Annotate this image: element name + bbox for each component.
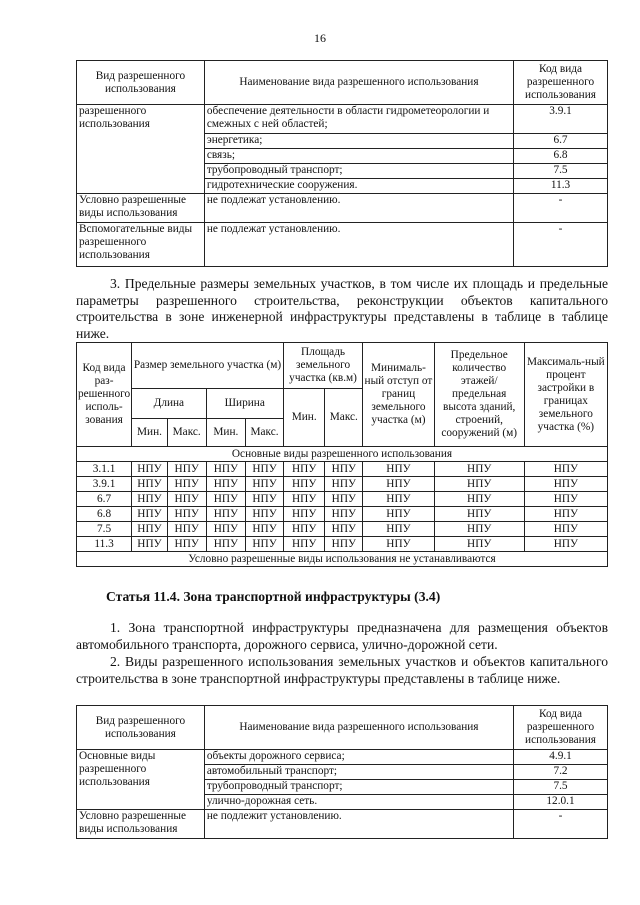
header-use-type: Вид разрешенного использования: [77, 61, 205, 105]
header-use-code: Код вида разрешенного использования: [514, 706, 608, 750]
use-code: 7.5: [514, 780, 608, 795]
table-row: [77, 537, 608, 552]
cell: НПУ: [434, 507, 524, 522]
table-row: [77, 477, 608, 492]
header-use-type: Вид разрешенного использования: [77, 706, 205, 750]
cell: НПУ: [283, 522, 325, 537]
cell: 3.9.1: [77, 477, 132, 492]
cell: НПУ: [363, 507, 435, 522]
cell: НПУ: [132, 492, 168, 507]
cell: НПУ: [434, 462, 524, 477]
cell: НПУ: [363, 537, 435, 552]
use-code: 7.5: [514, 164, 608, 179]
header-size: Размер земельного участка (м): [132, 343, 284, 389]
cell: НПУ: [283, 477, 325, 492]
cell: НПУ: [206, 507, 246, 522]
cell: НПУ: [246, 477, 284, 492]
table-row: [77, 507, 608, 522]
cell: НПУ: [325, 462, 363, 477]
section-conditional-uses: Условно разрешенные виды использования не устанавливаются: [77, 552, 608, 567]
cell: НПУ: [524, 507, 607, 522]
use-code: -: [514, 223, 608, 267]
cell: НПУ: [206, 522, 246, 537]
use-name: трубопроводный транспорт;: [204, 164, 513, 179]
cell: 6.7: [77, 492, 132, 507]
table-row: [77, 522, 608, 537]
cell: НПУ: [434, 522, 524, 537]
use-code: -: [514, 810, 608, 839]
page-number: 16: [314, 31, 326, 45]
cell: НПУ: [246, 462, 284, 477]
cell: НПУ: [167, 492, 206, 507]
cell: НПУ: [524, 462, 607, 477]
cell: НПУ: [283, 492, 325, 507]
use-type-conditional: Условно разрешенные виды использования: [77, 810, 205, 839]
cell: НПУ: [132, 477, 168, 492]
cell: НПУ: [363, 462, 435, 477]
use-code: 6.8: [514, 149, 608, 164]
paragraph-1: 1. Зона транспортной инфраструктуры предназначена для размещения объектов автомобильного транспорта, дорожного сервиса, улично-дорожной сети.: [76, 620, 608, 652]
cell: НПУ: [325, 492, 363, 507]
use-name: не подлежат установлению.: [204, 194, 513, 223]
use-code: 11.3: [514, 179, 608, 194]
cell: НПУ: [325, 537, 363, 552]
cell: НПУ: [524, 537, 607, 552]
header-building-percent: Максималь-ный процент застройки в границах земельного участка (%): [524, 343, 607, 447]
cell: НПУ: [167, 477, 206, 492]
cell: НПУ: [167, 537, 206, 552]
use-name: трубопроводный транспорт;: [204, 780, 513, 795]
use-name: автомобильный транспорт;: [204, 765, 513, 780]
cell: НПУ: [434, 492, 524, 507]
paragraph-3: 3. Предельные размеры земельных участков, в том числе их площадь и предельные параметры разрешенного строительства, реконструкции объектов капитального строительства в зоне инженерной инфраструктуры представлены в таблице в таблице ниже.: [76, 276, 608, 341]
use-code: -: [514, 194, 608, 223]
use-name: не подлежат установлению.: [204, 223, 513, 267]
use-type-conditional: Условно разрешенные виды использования: [77, 194, 205, 223]
header-area-min: Мин.: [283, 389, 325, 447]
use-name: гидротехнические сооружения.: [204, 179, 513, 194]
header-width-min: Мин.: [206, 419, 246, 447]
use-name: обеспечение деятельности в области гидрометеорологии и смежных с ней областей;: [204, 105, 513, 134]
use-type-main: Основные виды разрешенного использования: [77, 750, 205, 810]
cell: НПУ: [167, 522, 206, 537]
cell: НПУ: [206, 462, 246, 477]
header-floors: Предельное количество этажей/ предельная высота зданий, строений, сооружений (м): [434, 343, 524, 447]
cell: НПУ: [524, 522, 607, 537]
use-name: не подлежит установлению.: [204, 810, 513, 839]
header-area: Площадь земельного участка (кв.м): [283, 343, 362, 389]
cell: НПУ: [246, 492, 284, 507]
header-length: Длина: [132, 389, 206, 419]
cell: НПУ: [434, 537, 524, 552]
header-use-code: Код вида разрешенного использования: [514, 61, 608, 105]
header-min-indent: Минималь-ный отступ от границ земельного участка (м): [363, 343, 435, 447]
use-code: 12.0.1: [514, 795, 608, 810]
article-heading: Статья 11.4. Зона транспортной инфраструктуры (3.4): [106, 589, 441, 604]
use-name: энергетика;: [204, 134, 513, 149]
cell: НПУ: [434, 477, 524, 492]
use-code: 4.9.1: [514, 750, 608, 765]
header-use-name: Наименование вида разрешенного использования: [204, 706, 513, 750]
cell: НПУ: [246, 537, 284, 552]
cell: НПУ: [524, 492, 607, 507]
cell: НПУ: [132, 462, 168, 477]
paragraph-2: 2. Виды разрешенного использования земельных участков и объектов капитального строительства в зоне транспортной инфраструктуры представлены в таблице ниже.: [76, 654, 608, 686]
cell: НПУ: [206, 492, 246, 507]
cell: НПУ: [167, 462, 206, 477]
cell: НПУ: [325, 477, 363, 492]
table-row: [77, 462, 608, 477]
use-code: 3.9.1: [514, 105, 608, 134]
header-use-name: Наименование вида разрешенного использования: [204, 61, 513, 105]
cell: 3.1.1: [77, 462, 132, 477]
header-width: Ширина: [206, 389, 283, 419]
permitted-use-table-2: [76, 705, 608, 839]
use-name: улично-дорожная сеть.: [204, 795, 513, 810]
cell: НПУ: [283, 537, 325, 552]
header-length-min: Мин.: [132, 419, 168, 447]
use-code: 7.2: [514, 765, 608, 780]
cell: НПУ: [283, 507, 325, 522]
cell: НПУ: [132, 507, 168, 522]
table-row: [77, 492, 608, 507]
header-width-max: Макс.: [246, 419, 284, 447]
cell: НПУ: [246, 522, 284, 537]
header-length-max: Макс.: [167, 419, 206, 447]
land-plot-parameters-table: [76, 342, 608, 567]
cell: НПУ: [524, 477, 607, 492]
cell: НПУ: [246, 507, 284, 522]
cell: НПУ: [325, 507, 363, 522]
cell: НПУ: [363, 477, 435, 492]
cell: НПУ: [132, 522, 168, 537]
cell: НПУ: [325, 522, 363, 537]
cell: НПУ: [206, 537, 246, 552]
cell: НПУ: [132, 537, 168, 552]
cell: 11.3: [77, 537, 132, 552]
cell: НПУ: [363, 522, 435, 537]
use-type-permitted: разрешенного использования: [77, 105, 205, 194]
use-name: объекты дорожного сервиса;: [204, 750, 513, 765]
cell: НПУ: [283, 462, 325, 477]
use-code: 6.7: [514, 134, 608, 149]
header-area-max: Макс.: [325, 389, 363, 447]
use-name: связь;: [204, 149, 513, 164]
cell: 7.5: [77, 522, 132, 537]
cell: 6.8: [77, 507, 132, 522]
cell: НПУ: [206, 477, 246, 492]
section-main-uses: Основные виды разрешенного использования: [77, 447, 608, 462]
cell: НПУ: [363, 492, 435, 507]
permitted-use-table-1: [76, 60, 608, 267]
use-type-auxiliary: Вспомогательные виды разрешенного использования: [77, 223, 205, 267]
cell: НПУ: [167, 507, 206, 522]
header-code: Код вида раз-решенного исполь-зования: [77, 343, 132, 447]
